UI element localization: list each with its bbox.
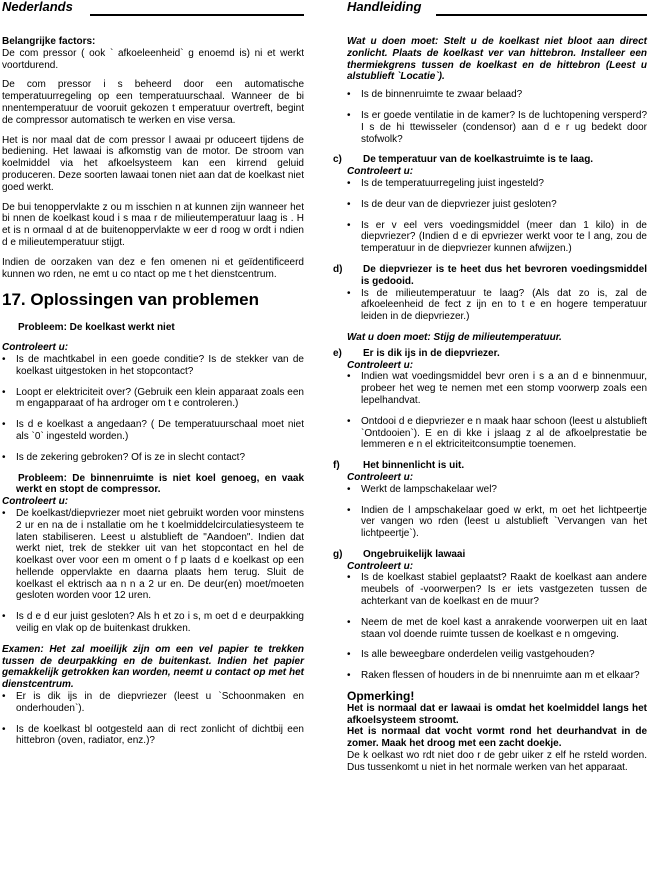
list-item: • Indien de l ampschakelaar goed w erkt, m oet het lichtpeertje ver vangen wo rden (leest u alstublieft `Vervangen van het lichtpeertje`). [347, 505, 647, 540]
check-list-e [347, 371, 647, 451]
list-item: • Is d e d eur juist gesloten? Als h et zo i s, m oet d e deurpakking veilig en vlak op de buitenkast drukken. [2, 611, 304, 635]
section-number: f) [333, 460, 340, 472]
section-number [2, 322, 18, 334]
check-list-1 [347, 89, 647, 145]
remark-title: Opmerking! [347, 689, 415, 704]
list-item: • Is de koelkast bl ootgesteld aan di rect zonlicht of dichtbij een hittebron (oven, radiator, enz.)? [2, 724, 304, 748]
list-item: • Neem de met de koel kast a anrakende voorwerpen uit en laat staan vol doende ruimte tussen de koelkast e n omgeving. [347, 617, 647, 641]
remark-text: De k oelkast wo rdt niet doo r de gebr uiker z elf he rsteld worden. Dus tussenkomt u niet in het normale werken van het apparaat. [347, 750, 647, 773]
list-item: • Loopt er elektriciteit over? (Gebruik een klein apparaat zoals een m engapparaat of ha ardroger om t e controleren.) [2, 387, 304, 411]
header-rule-right [436, 14, 647, 16]
remark-text: Het is normaal dat vocht vormt rond het deurhandvat in de zomer. Maak het droog met een zacht doekje. [347, 726, 647, 750]
section-c-heading [333, 154, 647, 166]
page-header [0, 0, 649, 16]
section-number [2, 473, 18, 485]
language-title: Nederlands [2, 0, 73, 14]
chapter-heading: 17. Oplossingen van problemen [2, 290, 259, 310]
section-number: d) [333, 263, 343, 275]
list-item: • Is de binnenruimte te zwaar belaad? [347, 89, 647, 101]
todo-note: Wat u doen moet: Stelt u de koelkast niet bloot aan direct zonlicht. Plaats de koelkast ver van hittebron. Installeer een thermiekgrens tussen de koelkast en de hittebron (Leest u alstublieft `Locatie`). [347, 36, 647, 83]
paragraph: Het is nor maal dat de com pressor l awaai pr oduceert tijdens de bediening. Het lawaai is afkomstig van de motor. De stroom van koelmiddel via het afkoelsysteem kan een kirrend geluid produceren. Deze soorten lawaai tonen niet aan dat de koelkast niet goed werkt. [2, 134, 304, 193]
list-item: • Indien wat voedingsmiddel bevr oren i s a an d e binnenmuur, probeer het weg te nemen met een stomp voorwerp zoals een lepelhandvat. [347, 371, 647, 406]
check-list-b [2, 508, 304, 635]
check-list-d [347, 288, 647, 323]
left-column [2, 36, 304, 756]
list-item: • Is de machtkabel in een goede conditie? Is de stekker van de koelkast uitgestoken in het stopcontact? [2, 354, 304, 378]
important-factors-title: Belangrijke factors: [2, 36, 96, 47]
list-item: • Is de temperatuurregeling juist ingesteld? [347, 178, 647, 190]
list-item: • Is de koelkast stabiel geplaatst? Raakt de koelkast aan andere meubels of -voorwerpen? Is er iets vastgezeten tussen de achterkant van de koelkast en de muur? [347, 572, 647, 607]
check-list-c [347, 178, 647, 255]
paragraph: De bui tenoppervlakte z ou m isschien n at kunnen zijn wanneer het bi nnen de koelkast koud i s maa r de milieutemperatuur laag is . H et is n ormaal d at de buitenoppervlakte w eer d roog w ordt i ndien d e milieutemperatuur stijgt. [2, 201, 304, 248]
todo-note: Wat u doen moet: Stijg de milieutemperatuur. [347, 331, 562, 343]
list-item: • Ontdooi d e diepvriezer e n maak haar schoon (leest u alstublieft `Ontdooien`). E en di kke i jslaag z al de afkoelprestatie be lemmeren e n el ektriciteitconsumptie toenemen. [347, 416, 647, 451]
section-title: Ongebruikelijk lawaai [363, 548, 466, 560]
right-column [333, 36, 647, 774]
section-g-heading [333, 548, 647, 561]
list-item: • Is alle beweegbare onderdelen veilig vastgehouden? [347, 649, 647, 661]
section-a-heading [2, 322, 304, 334]
section-title: Het binnenlicht is uit. [363, 460, 465, 472]
check-list-b2 [2, 691, 304, 747]
list-item: • De koelkast/diepvriezer moet niet gebruikt worden voor minstens 2 ur en na de i nstallatie om he t koelmiddelcirculatiesysteem te laten stabiliseren. Leest u alstublieft de "Aandoen". Indien dat werkt niet, trek de stekker uit van het stopcontact en hel de koelkast over voor een m oment o f p laats d e koelkast op een hellende oppervlakte en daarna plaats hem terug. Sluit de koelkast el ektrisch aa n n a 2 ur en. De deur(en) moet/moeten gesloten worden voor 12 uren. [2, 508, 304, 602]
paragraph: De com pressor ( ook ` afkoeleenheid` g enoemd is) ni et werkt voortdurend. [2, 47, 304, 71]
remark-text: Het is normaal dat er lawaai is omdat het koelmiddel langs het afkoelsysteem stroomt. [347, 702, 647, 726]
check-label: Controleert u: [2, 342, 69, 354]
paragraph: De com pressor i s beheerd door een automatische temperatuurregeling op een temperatuurschaal. Wanneer de bi nnentemperatuur de vooruit gekozen t emperatuur overtreft, begint de compressor automatisch te werken en vise versa. [2, 79, 304, 126]
list-item: • Raken flessen of houders in de bi nnenruimte aan m et elkaar? [347, 670, 647, 682]
section-number: g) [333, 548, 343, 560]
check-label: Controleert u: [2, 496, 69, 508]
section-title: De diepvriezer is te heet dus het bevroren voedingsmiddel is gedooid. [361, 263, 647, 287]
check-list-f [347, 484, 647, 540]
check-label: Controleert u: [347, 359, 414, 371]
check-label: Controleert u: [347, 560, 414, 572]
section-d-heading [333, 263, 647, 288]
list-item: • Is er v eel vers voedingsmiddel (meer dan 1 kilo) in de diepvriezer? (Indien d e di epvriezer werkt voor te l ang, zou de temperatuur in de diepvriezer kunnen afwijzen.) [347, 220, 647, 255]
list-item: • Is d e koelkast a angedaan? ( De temperatuurschaal moet niet als `0` ingesteld worden.) [2, 419, 304, 443]
list-item: • Werkt de lampschakelaar wel? [347, 484, 647, 496]
section-number: e) [333, 347, 342, 359]
check-list-a [2, 354, 304, 464]
section-b-heading [2, 473, 304, 497]
section-title: Probleem: De binnenruimte is niet koel genoeg, en vaak werkt en stopt de compressor. [16, 472, 304, 496]
section-title: De temperatuur van de koelkastruimte is te laag. [363, 154, 594, 166]
section-f-heading [333, 460, 647, 472]
example-note: Examen: Het zal moeilijk zijn om een vel papier te trekken tussen de deurpakking en de buitenkast. Indien het papier gemakkelijk getrokken kan worden, neemt u contact op met het dienstcentrum. [2, 643, 304, 691]
list-item: • Is er goede ventilatie in de kamer? Is de luchtopening versperd? I s de hi ttewisseler (condensor) aan d e r ug bedekt door stofwolk? [347, 110, 647, 145]
list-item: • Er is dik ijs in de diepvriezer (leest u `Schoonmaken en onderhouden`). [2, 691, 304, 715]
manual-title: Handleiding [347, 0, 422, 14]
check-label: Controleert u: [347, 166, 414, 178]
section-number: c) [333, 154, 342, 166]
list-item: • Is de zekering gebroken? Of is ze in slecht contact? [2, 452, 304, 464]
list-item: • Is de milieutemperatuur te laag? (Als dat zo is, zal de afkoeleenheid de fect z ijn en to t e en hogere temperatuur leiden in de diepvriezer.) [347, 288, 647, 323]
paragraph: Indien de oorzaken van dez e fen omenen ni et geïdentificeerd kunnen wo rden, ne emt u co ntact op me t het dienstcentrum. [2, 256, 304, 280]
check-label: Controleert u: [347, 471, 414, 483]
header-rule-left [90, 14, 304, 16]
section-e-heading [333, 347, 647, 360]
list-item: • Is de deur van de diepvriezer juist gesloten? [347, 199, 647, 211]
section-title: Er is dik ijs in de diepvriezer. [363, 347, 500, 359]
section-title: Probleem: De koelkast werkt niet [18, 322, 175, 334]
check-list-g [347, 572, 647, 682]
